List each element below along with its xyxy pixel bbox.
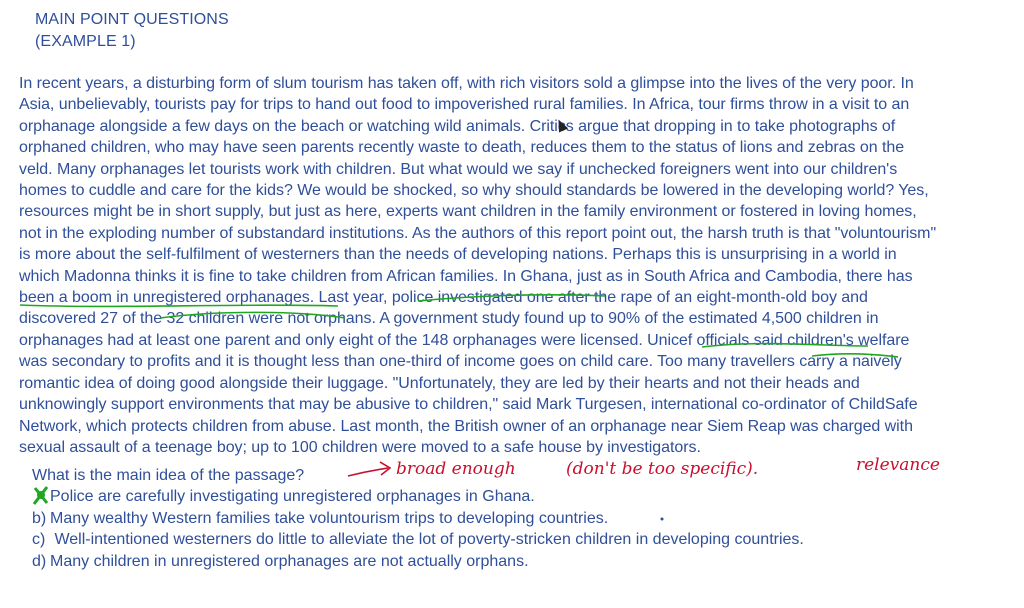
question-prompt: What is the main idea of the passage? <box>32 467 305 484</box>
handwritten-note: (don't be too specific). <box>566 459 759 479</box>
option-letter: d) <box>32 552 47 570</box>
passage-line: In recent years, a disturbing form of slum tourism has taken off, with rich visitors sold a glimpse into the lives of the very poor. In <box>19 75 914 92</box>
handwritten-note: relevance <box>856 455 940 475</box>
passage-line: orphaned children, who may have seen parents recently waste to death, reduces them to the status of lions and zebras on the <box>19 139 905 157</box>
passage-line: Network, which protects children from abuse. Last month, the British owner of an orphanage near Siem Reap was charged with <box>19 417 913 435</box>
passage-line: homes to cuddle and care for the kids? We would be shocked, so why should standards be lowered in the developing world? Yes, <box>19 182 929 200</box>
answer-option-b[interactable] <box>32 508 804 530</box>
passage-line: which Madonna thinks it is fine to take children from African families. In Ghana, just as in South Africa and Cambodia, there has <box>19 267 913 285</box>
option-text: Many wealthy Western families take voluntourism trips to developing countries. <box>50 509 609 527</box>
handwritten-note: broad enough <box>396 459 516 479</box>
option-letter: b) <box>32 509 47 527</box>
answer-options <box>32 486 804 572</box>
passage-line: not in the exploding number of substandard institutions. As the authors of this report point out, the harsh truth is that "voluntourism" <box>19 224 937 242</box>
option-text: Police are carefully investigating unregistered orphanages in Ghana. <box>50 488 535 505</box>
passage-line: Asia, unbelievably, tourists pay for trips to hand out food to impoverished rural families. In Africa, tour firms throw in a visit to an <box>19 96 910 114</box>
passage-line: orphanage alongside a few days on the beach or watching wild animals. Critics argue that dropping in to take photographs of <box>19 117 896 135</box>
passage-line: is more about the self-fulfilment of westerners than the needs of developing nations. Perhaps this is unsurprising in a world in <box>19 246 897 264</box>
passage-line: unknowingly support environments that may be abusive to children," said Mark Turgesen, international co-ordinator of ChildSafe <box>19 396 918 414</box>
answer-option-d[interactable] <box>32 551 804 573</box>
passage-line: orphanages had at least one parent and only eight of the 148 orphanages were licensed. Unicef officials said children's welfare <box>19 331 910 349</box>
passage-line: romantic idea of doing good alongside their luggage. "Unfortunately, they are led by their hearts and not their heads and <box>19 374 860 392</box>
passage-line: was secondary to profits and it is thought less than one-third of income goes on child care. Too many travellers carry a naively <box>19 353 902 371</box>
answer-option-c[interactable] <box>32 529 804 551</box>
red-arrow-head <box>380 462 390 475</box>
reading-passage <box>19 73 1019 458</box>
page-title: MAIN POINT QUESTIONS <box>35 11 229 28</box>
option-text: Many children in unregistered orphanages are not actually orphans. <box>50 552 529 570</box>
passage-line: resources might be in short supply, but just as here, experts want children in the family environment or fostered in loving homes, <box>19 203 917 221</box>
option-letter: c) <box>32 531 46 548</box>
passage-line: veld. Many orphanages let tourists work with children. But what would we say if unchecked foreigners went into our children's <box>19 160 898 178</box>
passage-line: been a boom in unregistered orphanages. Last year, police investigated one after the rape of an eight-month-old boy and <box>19 289 868 307</box>
red-arrow <box>348 468 388 476</box>
passage-line: discovered 27 of the 32 children were not orphans. A government study found up to 90% of the estimated 4,500 children in <box>19 310 879 328</box>
answer-option-a[interactable] <box>32 486 804 508</box>
passage-line: sexual assault of a teenage boy; up to 100 children were moved to a safe house by investigators. <box>19 438 701 456</box>
page-subtitle: (EXAMPLE 1) <box>35 33 136 50</box>
option-text: Well-intentioned westerners do little to alleviate the lot of poverty-stricken children in developing countries. <box>50 531 804 548</box>
